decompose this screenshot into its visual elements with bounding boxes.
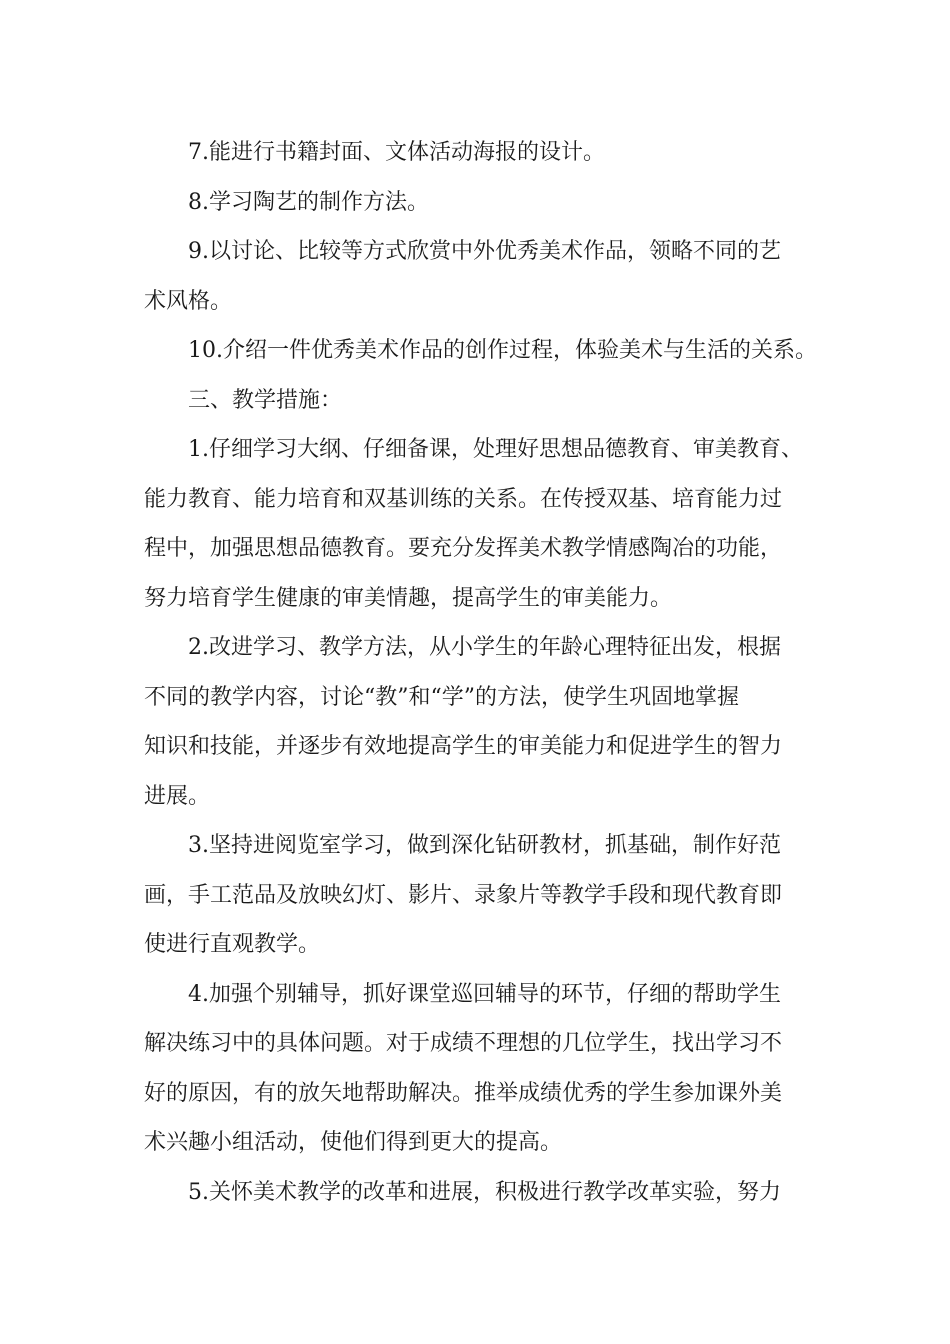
text-line: 使进行直观教学。 [144,932,321,957]
text-line: 术风格。 [144,288,233,314]
text-line: 4.加强个别辅导，抓好课堂巡回辅导的环节，仔细的帮助学生 [188,981,781,1007]
text-line: 解决练习中的具体问题。对于成绩不理想的几位学生，找出学习不 [144,1031,783,1056]
paragraph-item-7 [144,128,828,178]
paragraph-measure-4 [144,970,828,1168]
text-line: 2.改进学习、教学方法，从小学生的年龄心理特征出发，根据 [188,635,781,660]
paragraph-measure-2 [144,623,828,821]
text-line: 好的原因，有的放矢地帮助解决。推举成绩优秀的学生参加课外美 [144,1080,783,1106]
text-line: 8.学习陶艺的制作方法。 [188,189,429,215]
text-line: 程中，加强思想品德教育。要充分发挥美术教学情感陶冶的功能， [144,536,783,561]
text-line: 努力培育学生健康的审美情趣，提高学生的审美能力。 [144,585,673,611]
text-line: 7.能进行书籍封面、文体活动海报的设计。 [188,140,605,165]
text-line: 10.介绍一件优秀美术作品的创作过程，体验美术与生活的关系。 [188,338,817,363]
text-line: 1.仔细学习大纲、仔细备课，处理好思想品德教育、审美教育、 [188,437,803,462]
text-line: 知识和技能，并逐步有效地提高学生的审美能力和促进学生的智力 [144,734,783,759]
paragraph-item-9 [144,227,828,326]
text-line: 画，手工范品及放映幻灯、影片、录象片等教学手段和现代教育即 [144,882,783,908]
text-line: 进展。 [144,783,211,809]
paragraph-item-10 [144,326,828,376]
section-heading: 三、教学措施： [188,387,343,413]
text-line: 不同的教学内容，讨论“教”和“学”的方法，使学生巩固地掌握 [144,684,739,710]
text-line: 能力教育、能力培育和双基训练的关系。在传授双基、培育能力过 [144,486,783,512]
paragraph-measure-1 [144,425,828,623]
section-heading-teaching-measures [144,376,828,426]
paragraph-measure-3 [144,821,828,970]
text-line: 9.以讨论、比较等方式欣赏中外优秀美术作品，领略不同的艺 [188,239,781,264]
text-line: 5.关怀美术教学的改革和进展，积极进行教学改革实验，努力 [188,1179,781,1205]
document-body [144,128,828,1217]
paragraph-item-8 [144,178,828,228]
paragraph-measure-5 [144,1168,828,1218]
text-line: 3.坚持进阅览室学习，做到深化钻研教材，抓基础，制作好范 [188,833,781,858]
text-line: 术兴趣小组活动，使他们得到更大的提高。 [144,1130,563,1155]
